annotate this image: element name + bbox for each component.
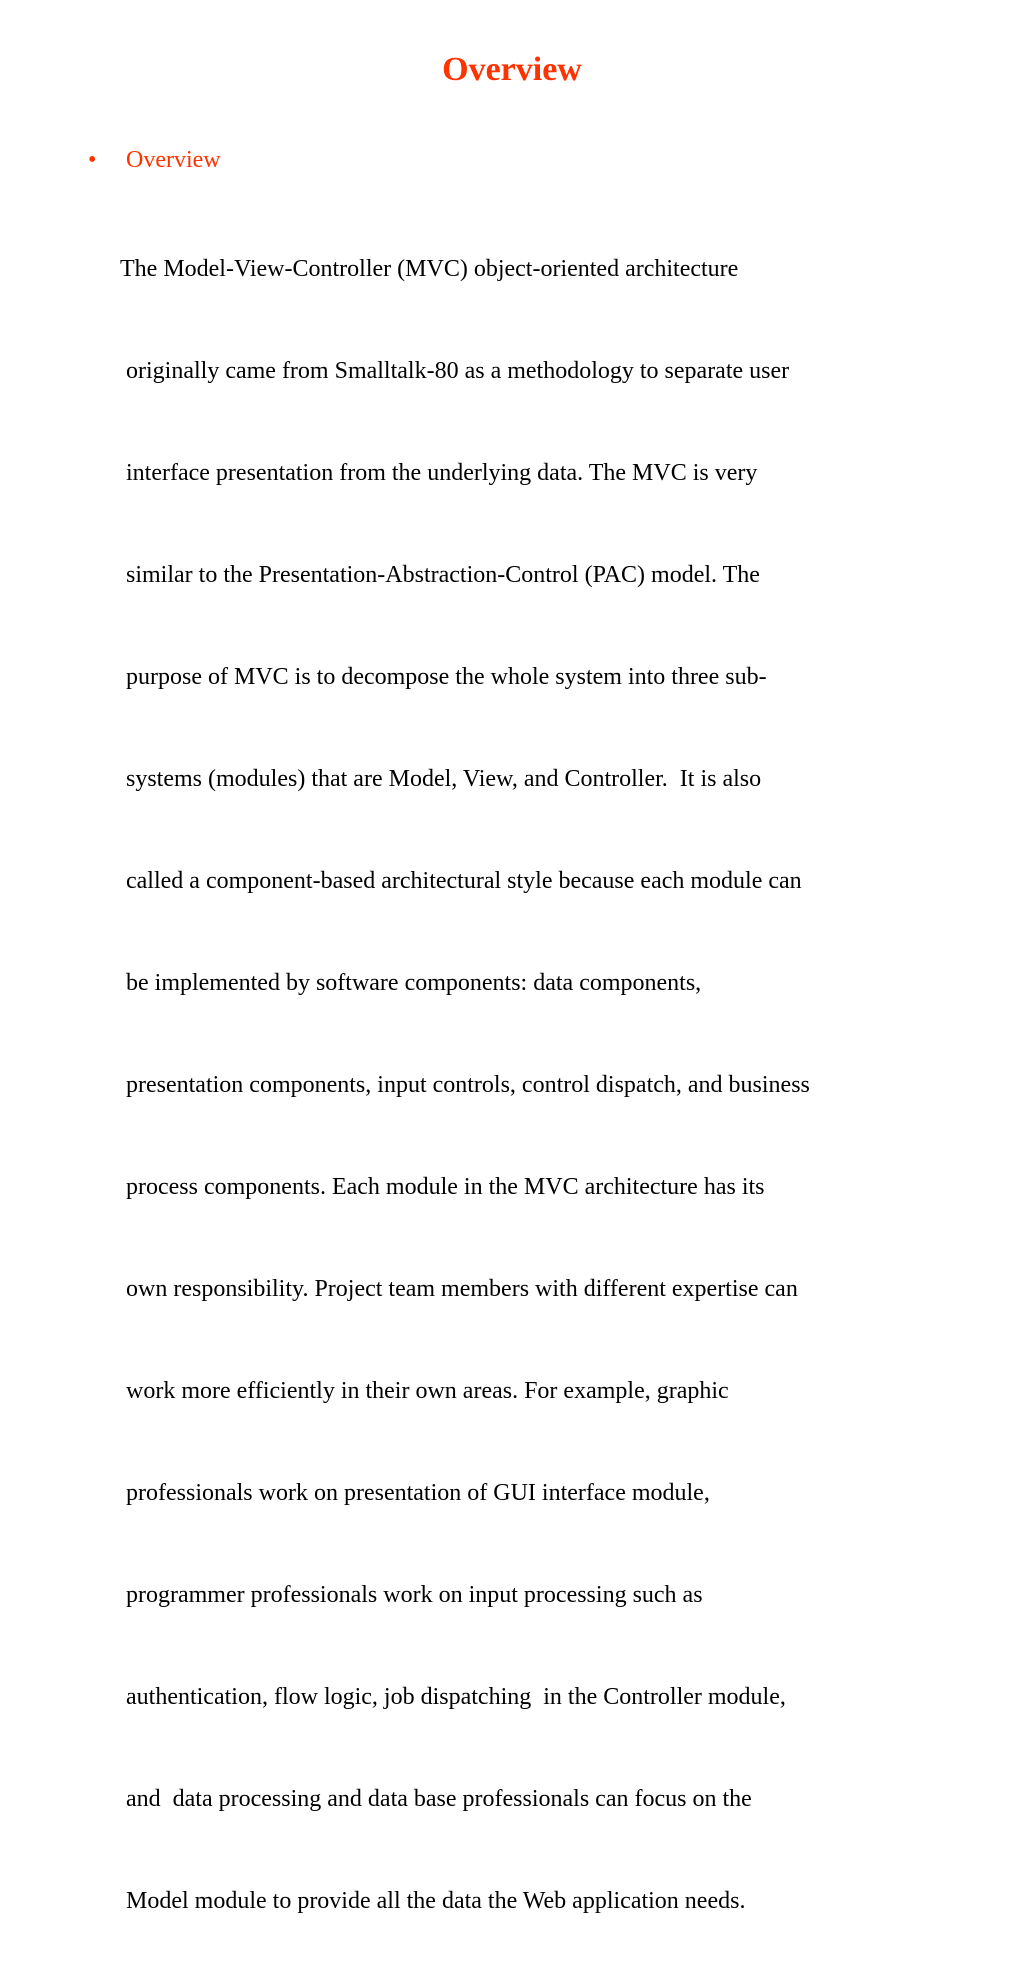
body-line: presentation components, input controls, control dispatch, and business [126, 1072, 810, 1098]
body-line: similar to the Presentation-Abstraction-Control (PAC) model. The [126, 562, 760, 588]
body-line: Model module to provide all the data the Web application needs. [126, 1888, 746, 1914]
body-line: called a component-based architectural style because each module can [126, 868, 802, 894]
body-line: process components. Each module in the MVC architecture has its [126, 1174, 765, 1200]
body-line: interface presentation from the underlying data. The MVC is very [126, 460, 758, 486]
body-line: authentication, flow logic, job dispatching in the Controller module, [126, 1684, 786, 1710]
slide-title: Overview [442, 51, 582, 88]
body-line: own responsibility. Project team members with different expertise can [126, 1276, 798, 1302]
body-line: be implemented by software components: data components, [126, 970, 702, 996]
body-line: The Model-View-Controller (MVC) object-oriented architecture [120, 256, 739, 282]
body-line: purpose of MVC is to decompose the whole system into three sub- [126, 664, 767, 690]
body-line: work more efficiently in their own areas. For example, graphic [126, 1378, 729, 1404]
bullet-label: Overview [126, 147, 221, 173]
bullet-item-overview [88, 144, 221, 176]
bullet-dot-icon: • [88, 147, 97, 173]
body-line: originally came from Smalltalk-80 as a methodology to separate user [126, 358, 790, 384]
body-line: systems (modules) that are Model, View, and Controller. It is also [126, 766, 762, 792]
body-paragraph [120, 184, 1016, 1986]
body-line: and data processing and data base professionals can focus on the [126, 1786, 752, 1812]
body-line: professionals work on presentation of GUI interface module, [126, 1480, 710, 1506]
body-line: programmer professionals work on input processing such as [126, 1582, 703, 1608]
